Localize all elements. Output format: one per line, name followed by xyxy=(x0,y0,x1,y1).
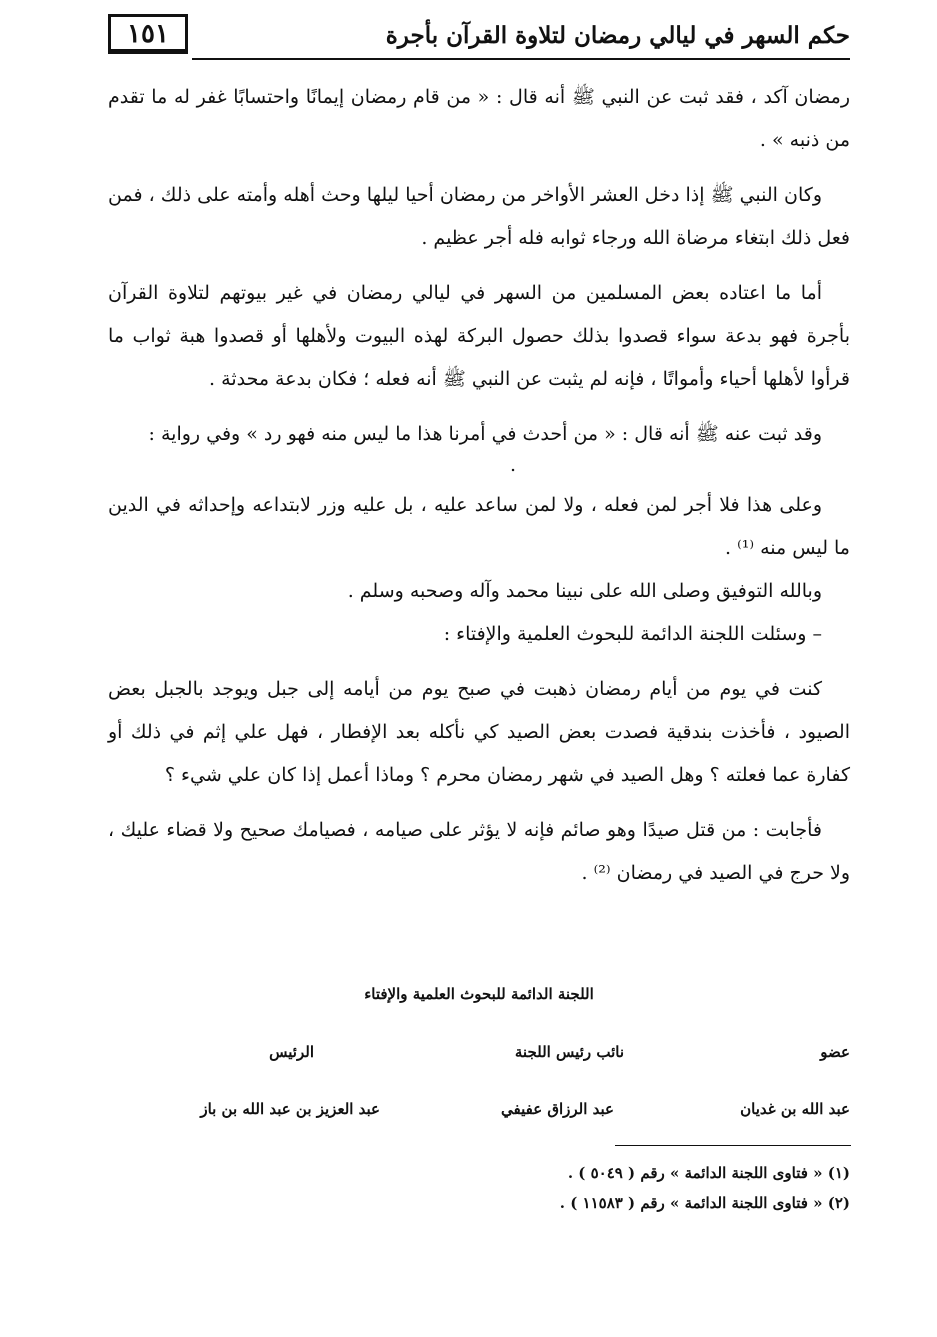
role-member: عضو xyxy=(820,1043,850,1061)
name-chair: عبد العزيز بن عبد الله بن باز xyxy=(200,1100,380,1118)
committee-title: اللجنة الدائمة للبحوث العلمية والإفتاء xyxy=(364,985,594,1003)
role-deputy: نائب رئيس اللجنة xyxy=(514,1043,624,1061)
footnote-2: (٢) « فتاوى اللجنة الدائمة » رقم ( ١١٥٨٣ ) . xyxy=(559,1194,850,1212)
name-deputy: عبد الرزاق عفيفي xyxy=(500,1100,614,1118)
running-title: حكم السهر في ليالي رمضان لتلاوة القرآن بأجرة xyxy=(385,22,850,49)
paragraph-8: كنت في يوم من أيام رمضان ذهبت في صبح يوم من أيامه إلى جبل ويوجد بالجبل بعض الصيود ، فأخذت بندقية فصدت بعض الصيد كي نأكله بعد الإفطار ، فهل علي إثم في ذلك أو كفارة عما فعلته ؟ وهل الصيد في شهر رمضان محرم ؟ وماذا أعمل إذا كان علي شيء ؟ xyxy=(108,678,850,786)
blank-quote-gap xyxy=(108,456,850,484)
footnote-rule xyxy=(615,1145,851,1146)
page-body xyxy=(108,76,850,895)
footnotes xyxy=(108,1158,850,1218)
paragraph-7: – وسئلت اللجنة الدائمة للبحوث العلمية والإفتاء : xyxy=(443,623,822,645)
page-header xyxy=(108,10,850,62)
role-chair: الرئيس xyxy=(269,1043,314,1061)
header-rule xyxy=(192,58,850,60)
name-member: عبد الله بن غديان xyxy=(740,1100,850,1118)
paragraph-3: أما ما اعتاده بعض المسلمين من السهر في ليالي رمضان في غير بيوتهم لتلاوة القرآن بأجرة فهو بدعة سواء قصدوا بذلك حصول البركة لهذه البيوت ولأهلها أو قصدوا هبة ثواب ما قرأوا لأهلها أحياء وأمواتًا ، فإنه لم يثبت عن النبي ﷺ أنه فعله ؛ فكان بدعة محدثة . xyxy=(108,282,850,390)
paragraph-4: وقد ثبت عنه ﷺ أنه قال : « من أحدث في أمرنا هذا ما ليس منه فهو رد » وفي رواية : xyxy=(148,423,822,445)
page-number: ١٥١ xyxy=(108,14,188,54)
gap-dot: . xyxy=(510,454,517,476)
paragraph-6: وبالله التوفيق وصلى الله على نبينا محمد وآله وصحبه وسلم . xyxy=(347,580,822,602)
paragraph-2: وكان النبي ﷺ إذا دخل العشر الأواخر من رمضان أحيا ليلها وحث أهله وأمته على ذلك ، فمن فعل ذلك ابتغاء مرضاة الله ورجاء ثوابه فله أجر عظيم . xyxy=(108,184,850,249)
paragraph-1: رمضان آكد ، فقد ثبت عن النبي ﷺ أنه قال : « من قام رمضان إيمانًا واحتسابًا غفر له ما تقدم من ذنبه » . xyxy=(108,86,850,151)
paragraph-5: وعلى هذا فلا أجر لمن فعله ، ولا لمن ساعد عليه ، بل عليه وزر لابتداعه وإحداثه في الدين ما ليس منه ⁽¹⁾ . xyxy=(108,494,850,559)
footnote-1: (١) « فتاوى اللجنة الدائمة » رقم ( ٥٠٤٩ ) . xyxy=(567,1164,850,1182)
paragraph-9: فأجابت : من قتل صيدًا وهو صائم فإنه لا يؤثر على صيامه ، فصيامك صحيح ولا قضاء عليك ، ولا حرج في الصيد في رمضان ⁽²⁾ . xyxy=(108,819,850,884)
